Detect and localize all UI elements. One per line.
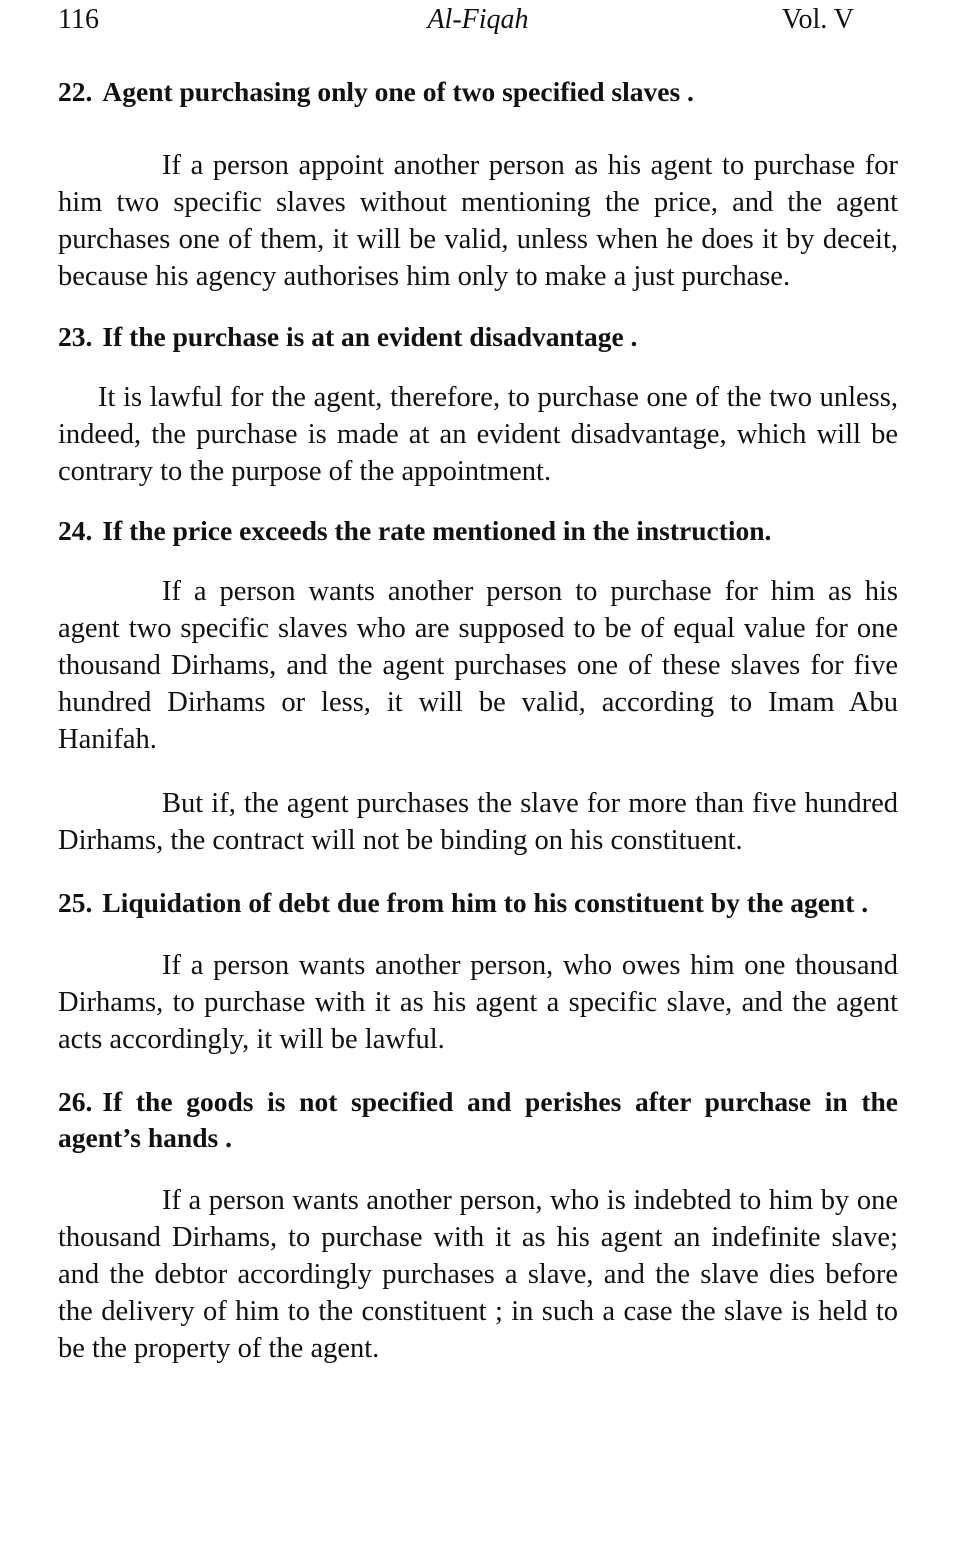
section-heading-22 [58, 74, 898, 110]
section-number: 24. [58, 515, 93, 546]
section-heading-25 [58, 885, 898, 921]
book-page [58, 0, 898, 1367]
section-number: 22. [58, 76, 93, 107]
section-number: 25. [58, 887, 93, 918]
volume-label: Vol. V [781, 4, 854, 35]
section-paragraph: But if, the agent purchases the slave for more than five hundred Dirhams, the contract will not be binding on his constituent. [58, 788, 898, 856]
book-title: Al-Fiqah [427, 4, 529, 35]
section-heading-24 [58, 513, 898, 549]
section-heading-26 [58, 1084, 898, 1156]
section-title: Liquidation of debt due from him to his constituent by the agent . [102, 887, 869, 918]
section-number: 26. [58, 1086, 93, 1117]
section-title: If the purchase is at an evident disadvantage . [102, 321, 638, 352]
section-paragraph: If a person appoint another person as his agent to purchase for him two specific slaves without mentioning the price, and the agent purchases one of them, it will be valid, unless when he does it by deceit, because his agency authorises him only to make a just purchase. [58, 150, 898, 292]
section-paragraph: It is lawful for the agent, therefore, to purchase one of the two unless, indeed, the purchase is made at an evident disadvantage, which will be contrary to the purpose of the appointment. [58, 382, 898, 487]
section-paragraph: If a person wants another person, who is indebted to him by one thousand Dirhams, to purchase with it as his agent an indefinite slave; and the debtor accordingly purchases a slave, and the slave dies before the delivery of him to the constituent ; in such a case the slave is held to be the property of the agent. [58, 1185, 898, 1364]
section-title: If the goods is not specified and perishes after purchase in the agent’s hands . [58, 1086, 898, 1153]
section-title: If the price exceeds the rate mentioned in the instruction. [102, 515, 772, 546]
page-number: 116 [58, 4, 99, 35]
section-heading-23 [58, 319, 898, 355]
section-title: Agent purchasing only one of two specified slaves . [102, 76, 694, 107]
section-paragraph: If a person wants another person, who owes him one thousand Dirhams, to purchase with it as his agent a specific slave, and the agent acts accordingly, it will be lawful. [58, 950, 898, 1055]
section-paragraph: If a person wants another person to purchase for him as his agent two specific slaves who are supposed to be of equal value for one thousand Dirhams, and the agent purchases one of these slaves for five hundred Dirhams or less, it will be valid, according to Imam Abu Hanifah. [58, 576, 898, 755]
section-number: 23. [58, 321, 93, 352]
running-header [58, 0, 898, 44]
